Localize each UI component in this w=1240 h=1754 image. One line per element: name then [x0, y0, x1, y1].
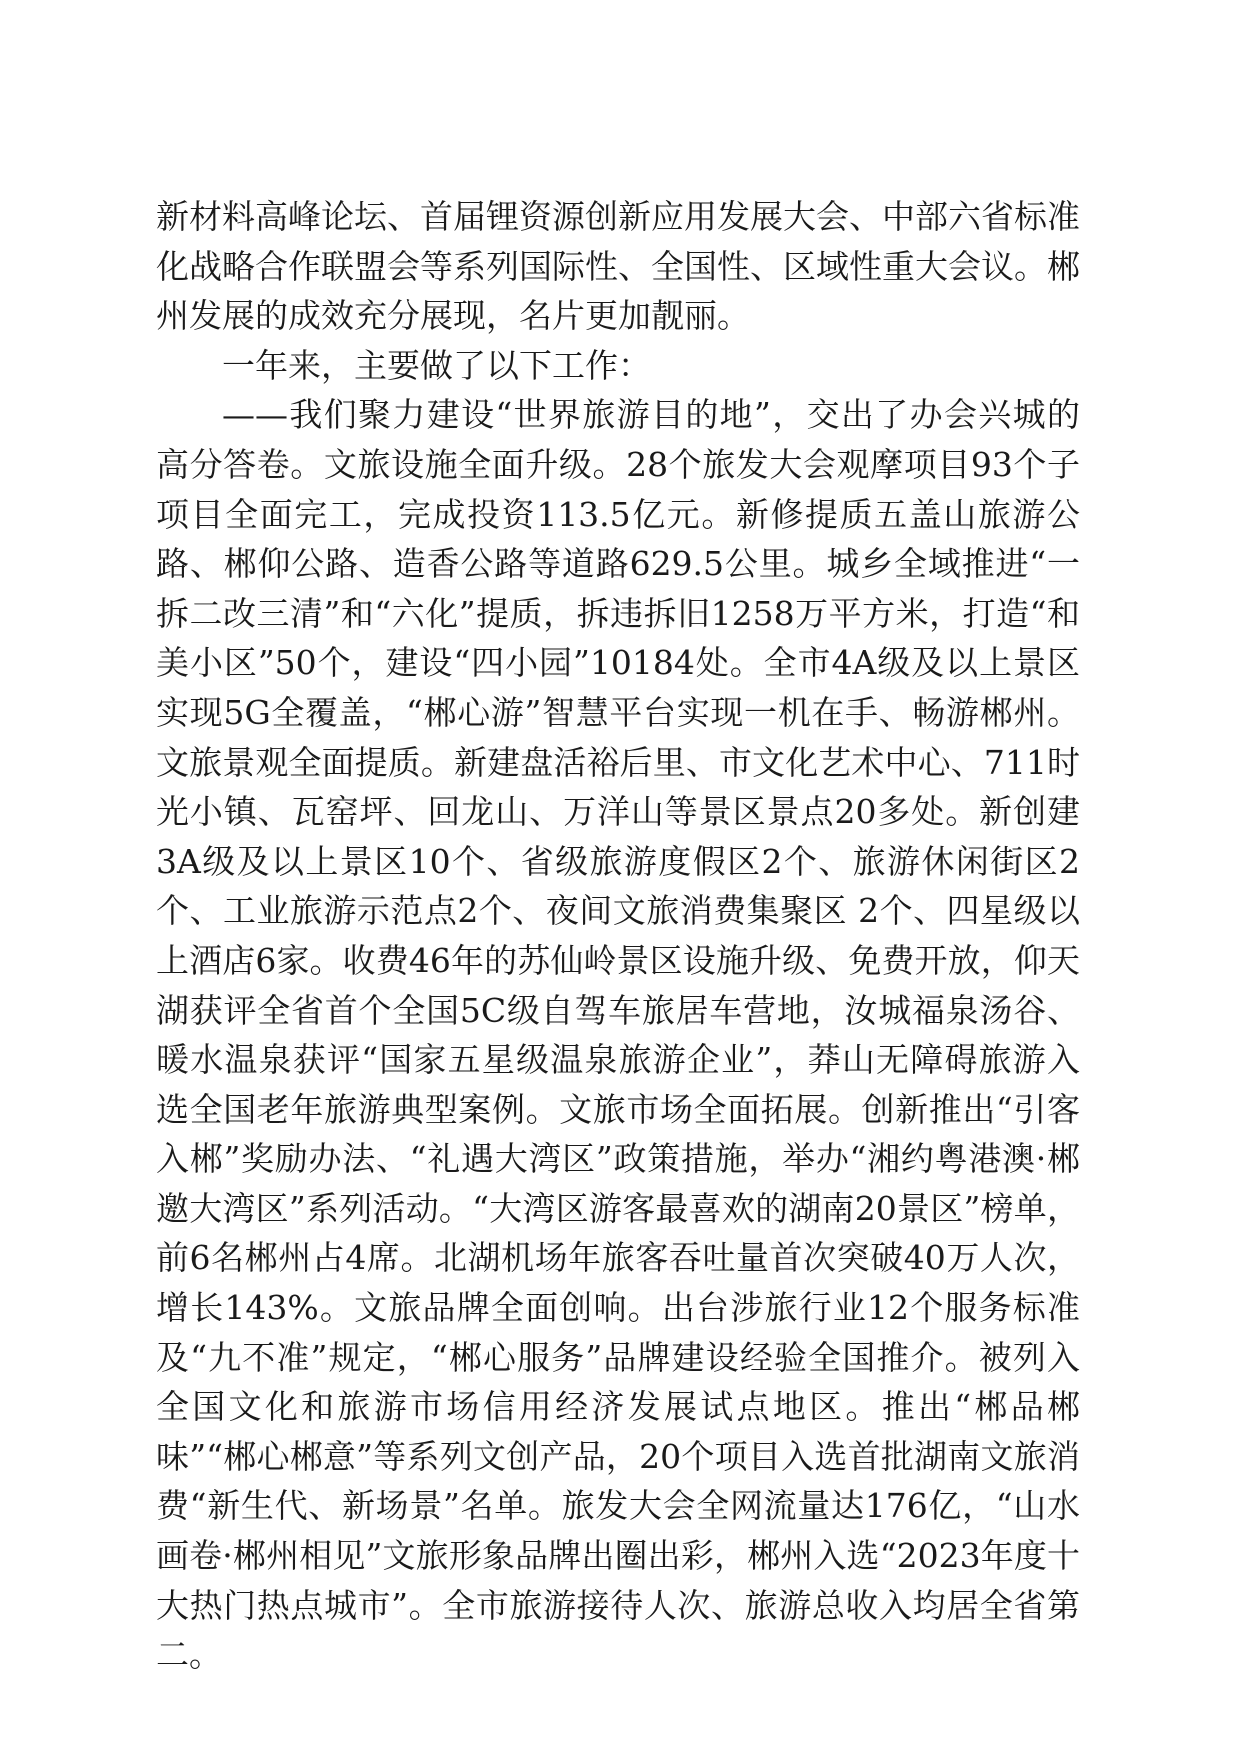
paragraph-tourism-destination: ——我们聚力建设“世界旅游目的地”，交出了办会兴城的高分答卷。文旅设施全面升级。28个旅发大会观摩项目93个子项目全面完工，完成投资113.5亿元。新修提质五盖山旅游公路、郴仰公路、造香公路等道路629.5公里。城乡全域推进“一拆二改三清”和“六化”提质，拆违拆旧1258万平方米，打造“和美小区”50个，建设“四小园”10184处。全市4A级及以上景区实现5G全覆盖，“郴心游”智慧平台实现一机在手、畅游郴州。文旅景观全面提质。新建盘活裕后里、市文化艺术中心、711时光小镇、瓦窑坪、回龙山、万洋山等景区景点20多处。新创建3A级及以上景区10个、省级旅游度假区2个、旅游休闲街区2个、工业旅游示范点2个、夜间文旅消费集聚区 2个、四星级以上酒店6家。收费46年的苏仙岭景区设施升级、免费开放，仰天湖获评全省首个全国5C级自驾车旅居车营地，汝城福泉汤谷、暖水温泉获评“国家五星级温泉旅游企业”，莽山无障碍旅游入选全国老年旅游典型案例。文旅市场全面拓展。创新推出“引客入郴”奖励办法、“礼遇大湾区”政策措施，举办“湘约粤港澳·郴邀大湾区”系列活动。“大湾区游客最喜欢的湖南20景区”榜单，前6名郴州占4席。北湖机场年旅客吞吐量首次突破40万人次，增长143%。文旅品牌全面创响。出台涉旅行业12个服务标准及“九不准”规定，“郴心服务”品牌建设经验全国推介。被列入全国文化和旅游市场信用经济发展试点地区。推出“郴品郴味”“郴心郴意”等系列文创产品，20个项目入选首批湖南文旅消费“新生代、新场景”名单。旅发大会全网流量达176亿，“山水画卷·郴州相见”文旅形象品牌出圈出彩，郴州入选“2023年度十大热门热点城市”。全市旅游接待人次、旅游总收入均居全省第二。	[156, 395, 1080, 1675]
document-body	[156, 192, 1080, 1680]
paragraph-work-intro: 一年来，主要做了以下工作：	[222, 345, 651, 385]
paragraph-conference-summary: 新材料高峰论坛、首届锂资源创新应用发展大会、中部六省标准化战略合作联盟会等系列国际性、全国性、区域性重大会议。郴州发展的成效充分展现，名片更加靓丽。	[156, 197, 1080, 336]
